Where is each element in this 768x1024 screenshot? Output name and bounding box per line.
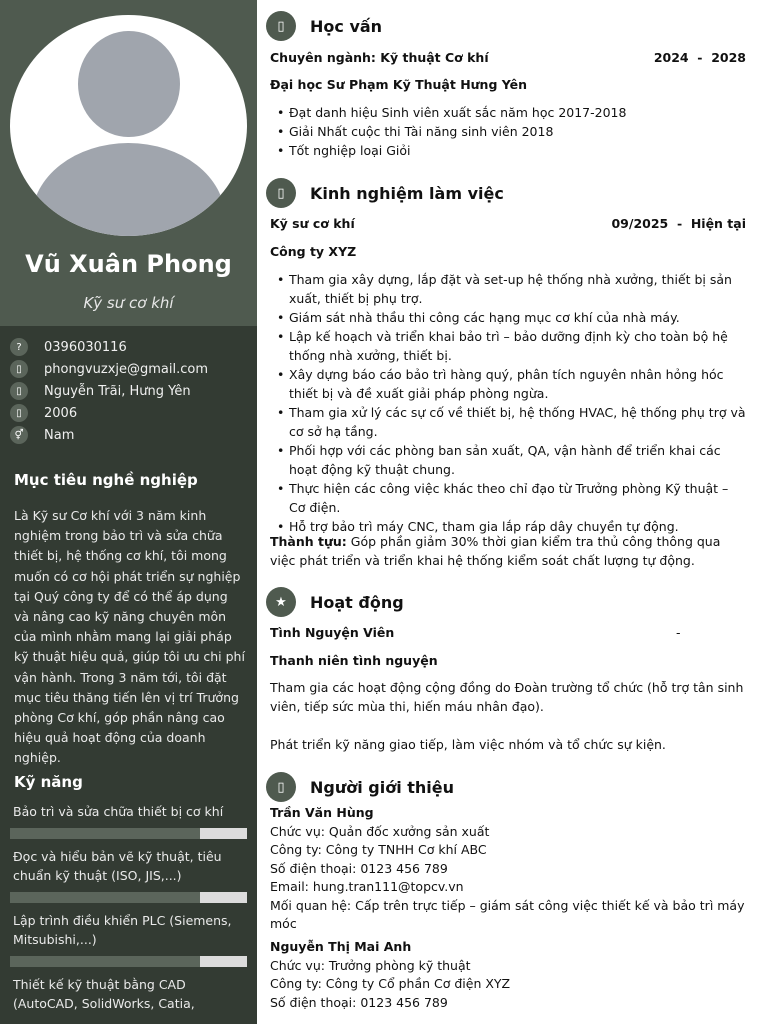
contact-gender-text: Nam bbox=[44, 427, 75, 443]
skill-name: Lập trình điều khiển PLC (Siemens, Mitsubishi,...) bbox=[13, 913, 232, 947]
activity-role: Tình Nguyện Viên bbox=[270, 625, 395, 640]
list-item: • Xây dựng báo cáo bảo trì hàng quý, phân tích nguyên nhân hỏng hóc thiết bị và đề xuất giải pháp phòng ngừa. bbox=[270, 365, 748, 403]
skill-bar-fill bbox=[10, 828, 200, 839]
contact-birth-year-text: 2006 bbox=[44, 405, 78, 421]
reference-line: Email: hung.tran111@topcv.vn bbox=[270, 879, 464, 894]
contact-address bbox=[10, 380, 250, 402]
experience-tasks bbox=[270, 270, 748, 536]
experience-achievement bbox=[270, 532, 748, 570]
reference-line: Công ty: Công ty TNHH Cơ khí ABC bbox=[270, 842, 487, 857]
reference-line: Chức vụ: Quản đốc xưởng sản xuất bbox=[270, 823, 490, 839]
list-item: • Thực hiện các công việc khác theo chỉ đạo từ Trưởng phòng Kỹ thuật – Cơ điện. bbox=[270, 479, 748, 517]
avatar bbox=[10, 15, 247, 236]
activity-skills: Phát triển kỹ năng giao tiếp, làm việc nhóm và tổ chức sự kiện. bbox=[270, 737, 666, 752]
contact-address-text: Nguyễn Trãi, Hưng Yên bbox=[44, 383, 191, 399]
references-heading: Người giới thiệu bbox=[310, 777, 455, 797]
contact-gender bbox=[10, 424, 250, 446]
skill-name: Đọc và hiểu bản vẽ kỹ thuật, tiêu chuẩn kỹ thuật (ISO, JIS,...) bbox=[13, 849, 222, 883]
activity-period: - bbox=[676, 625, 681, 640]
objective-heading: Mục tiêu nghề nghiệp bbox=[14, 471, 198, 489]
activity-organization: Thanh niên tình nguyện bbox=[270, 653, 438, 668]
reference-line: Số điện thoại: 0123 456 789 bbox=[270, 994, 448, 1010]
location-icon: ▯ bbox=[10, 382, 28, 400]
skill-item bbox=[10, 975, 247, 1013]
references-section-header bbox=[266, 772, 454, 802]
skill-bar-fill bbox=[10, 892, 200, 903]
education-achievements bbox=[270, 103, 748, 160]
birthday-icon: ▯ bbox=[10, 404, 28, 422]
list-item: • Tham gia xây dựng, lắp đặt và set-up hệ thống nhà xưởng, thiết bị sản xuất, thiết bị phụ trợ. bbox=[270, 270, 748, 308]
contact-email-text: phongvuzxje@gmail.com bbox=[44, 361, 208, 377]
skill-item bbox=[10, 911, 247, 967]
skill-bar bbox=[10, 956, 247, 967]
briefcase-icon: ▯ bbox=[266, 178, 296, 208]
activities-heading: Hoạt động bbox=[310, 592, 404, 612]
education-section-header bbox=[266, 11, 382, 41]
sidebar bbox=[0, 0, 257, 1024]
experience-heading: Kinh nghiệm làm việc bbox=[310, 183, 504, 203]
reference-name: Trần Văn Hùng bbox=[270, 805, 374, 820]
avatar-head bbox=[78, 31, 180, 137]
candidate-job-title: Kỹ sư cơ khí bbox=[83, 294, 174, 312]
skills-heading: Kỹ năng bbox=[14, 773, 83, 791]
list-item: • Giải Nhất cuộc thi Tài năng sinh viên 2018 bbox=[270, 122, 748, 141]
education-major: Chuyên ngành: Kỹ thuật Cơ khí bbox=[270, 50, 489, 65]
list-item: • Hỗ trợ bảo trì máy CNC, tham gia lắp ráp dây chuyền tự động. bbox=[270, 517, 748, 536]
skill-bar bbox=[10, 892, 247, 903]
gender-icon: ⚥ bbox=[10, 426, 28, 444]
person-icon: ▯ bbox=[266, 772, 296, 802]
contact-email bbox=[10, 358, 250, 380]
star-icon: ★ bbox=[266, 587, 296, 617]
list-item: • Lập kế hoạch và triển khai bảo trì – bảo dưỡng định kỳ cho toàn bộ hệ thống nhà xưởng, thiết bị. bbox=[270, 327, 748, 365]
experience-section-header bbox=[266, 178, 504, 208]
reference-line: Công ty: Công ty Cổ phần Cơ điện XYZ bbox=[270, 976, 511, 991]
contact-birth-year bbox=[10, 402, 250, 424]
experience-position: Kỹ sư cơ khí bbox=[270, 216, 355, 231]
graduation-icon: ▯ bbox=[266, 11, 296, 41]
reference-1 bbox=[270, 804, 756, 934]
contact-list bbox=[10, 336, 250, 446]
list-item: • Đạt danh hiệu Sinh viên xuất sắc năm học 2017-2018 bbox=[270, 103, 748, 122]
skill-item bbox=[10, 847, 247, 903]
achievement-text: Góp phần giảm 30% thời gian kiểm tra thủ công thông qua việc phát triển và triển khai hệ thống kiểm soát chất lượng tự động. bbox=[270, 534, 721, 568]
email-icon: ▯ bbox=[10, 360, 28, 378]
avatar-body bbox=[32, 143, 225, 236]
achievement-label: Thành tựu: bbox=[270, 534, 347, 549]
list-item: • Tốt nghiệp loại Giỏi bbox=[270, 141, 748, 160]
list-item: • Giám sát nhà thầu thi công các hạng mục cơ khí của nhà máy. bbox=[270, 308, 748, 327]
experience-position-row bbox=[270, 216, 746, 231]
candidate-name: Vũ Xuân Phong bbox=[25, 250, 232, 278]
education-heading: Học vấn bbox=[310, 16, 383, 36]
skills-list bbox=[10, 802, 247, 1021]
skill-bar-fill bbox=[10, 956, 200, 967]
contact-phone bbox=[10, 336, 250, 358]
skill-name: Bảo trì và sửa chữa thiết bị cơ khí bbox=[13, 804, 224, 819]
experience-company: Công ty XYZ bbox=[270, 244, 357, 259]
reference-2 bbox=[270, 938, 756, 1012]
education-school: Đại học Sư Phạm Kỹ Thuật Hưng Yên bbox=[270, 77, 528, 92]
education-major-row bbox=[270, 50, 746, 65]
reference-line: Chức vụ: Trưởng phòng kỹ thuật bbox=[270, 957, 471, 973]
main-content bbox=[266, 0, 760, 1024]
reference-line: Mối quan hệ: Cấp trên trực tiếp – giám sát công việc thiết kế và bảo trì máy móc bbox=[270, 897, 745, 931]
skill-bar bbox=[10, 828, 247, 839]
phone-icon: ? bbox=[10, 338, 28, 356]
contact-phone-text: 0396030116 bbox=[44, 339, 127, 355]
activity-description: Tham gia các hoạt động cộng đồng do Đoàn trường tổ chức (hỗ trợ tân sinh viên, tiếp sức mùa thi, hiến máu nhân đạo). bbox=[270, 680, 744, 714]
activities-section-header bbox=[266, 587, 404, 617]
skill-name: Thiết kế kỹ thuật bằng CAD (AutoCAD, SolidWorks, Catia, bbox=[13, 977, 195, 1011]
reference-line: Số điện thoại: 0123 456 789 bbox=[270, 860, 448, 876]
experience-period: 09/2025 - Hiện tại bbox=[611, 216, 746, 231]
reference-name: Nguyễn Thị Mai Anh bbox=[270, 939, 412, 954]
list-item: • Phối hợp với các phòng ban sản xuất, QA, vận hành để triển khai các hoạt động kỹ thuật chung. bbox=[270, 441, 748, 479]
education-period: 2024 - 2028 bbox=[653, 50, 746, 65]
profile-header bbox=[0, 0, 257, 326]
skill-item bbox=[10, 802, 247, 839]
list-item: • Tham gia xử lý các sự cố về thiết bị, hệ thống HVAC, hệ thống phụ trợ và cơ sở hạ tầng. bbox=[270, 403, 748, 441]
objective-text: Là Kỹ sư Cơ khí với 3 năm kinh nghiệm trong bảo trì và sửa chữa thiết bị, hệ thống cơ khí, tôi mong muốn có cơ hội phát triển sự nghiệp tại Quý công ty để có thể áp dụng và nâng cao kỹ năng chuyên môn của mình nhằm mang lại giải pháp kỹ thuật hiệu quả, giúp tôi ưu chi phí vận hành. Trong 3 năm tới, tôi đặt mục tiêu thăng tiến lên vị trí Trưởng phòng Cơ khí, góp phần nâng cao hiệu quả hoạt động của doanh nghiệp. bbox=[14, 508, 245, 766]
